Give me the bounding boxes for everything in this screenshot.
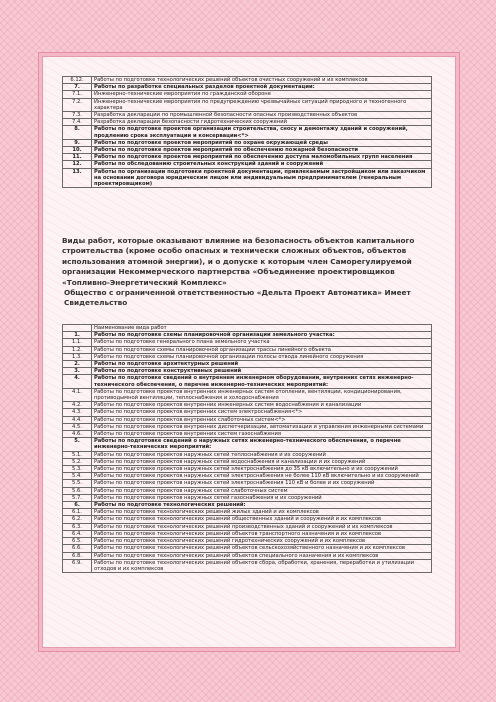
row-text: Работы по подготовке проектов наружных сетей слаботочных систем	[92, 487, 432, 494]
row-number: 2.	[63, 361, 92, 368]
row-text: Работы по подготовке технологических решений объектов сбора, обработки, хранения, переработки и утилизации отходов и их комплексов	[92, 559, 432, 572]
row-text: Работы по подготовке генерального плана земельного участка	[92, 339, 432, 346]
row-number: 5.	[63, 438, 92, 451]
table-row	[63, 139, 432, 146]
row-text: Работы по подготовке сведений о внутреннем инженерном оборудовании, внутренних сетях инженерно-технического обеспечения, о перечне инженерно-технических мероприятий:	[92, 375, 432, 388]
row-number: 4.	[63, 375, 92, 388]
row-number: 5.1.	[63, 451, 92, 458]
row-text: Работы по подготовке проектов наружных сетей электроснабжения 110 кВ и более и их сооружений	[92, 480, 432, 487]
row-number: 11.	[63, 154, 92, 161]
row-text: Работы по подготовке проектов внутренних систем электроснабжения<*>	[92, 409, 432, 416]
row-number: 9.	[63, 139, 92, 146]
row-number: 8.	[63, 126, 92, 139]
permit-paragraph	[62, 236, 432, 309]
table-row	[63, 325, 432, 332]
table-row	[63, 451, 432, 458]
table-row	[63, 368, 432, 375]
row-number: 5.4.	[63, 473, 92, 480]
table-row	[63, 545, 432, 552]
table-row	[63, 509, 432, 516]
row-text: Работы по подготовке проектов наружных сетей теплоснабжения и их сооружений	[92, 451, 432, 458]
table-row	[63, 119, 432, 126]
row-number: 5.5.	[63, 480, 92, 487]
table-row	[63, 84, 432, 91]
row-number: 4.4.	[63, 416, 92, 423]
row-number: 7.4.	[63, 119, 92, 126]
row-text: Работы по подготовке схемы планировочной организации трассы линейного объекта	[92, 346, 432, 353]
row-text: Работы по подготовке архитектурных решений	[92, 361, 432, 368]
table-row	[63, 552, 432, 559]
row-number: 12.	[63, 161, 92, 168]
row-number: 7.	[63, 84, 92, 91]
table-row	[63, 361, 432, 368]
row-text: Работы по подготовке технологических решений:	[92, 502, 432, 509]
row-number: 6.4.	[63, 530, 92, 537]
row-text: Работы по подготовке технологических решений объектов очистных сооружений и их комплексов	[92, 77, 432, 84]
row-number: 5.7.	[63, 494, 92, 501]
row-text: Инженерно-технические мероприятия по гражданской обороне	[92, 91, 432, 98]
row-number: 7.2.	[63, 98, 92, 111]
table-row	[63, 339, 432, 346]
row-text: Работы по подготовке проектов мероприятий по обеспечению пожарной безопасности	[92, 147, 432, 154]
table-row	[63, 466, 432, 473]
row-number: 10.	[63, 147, 92, 154]
row-number: 13.	[63, 168, 92, 188]
table-row	[63, 494, 432, 501]
row-text: Работы по разработке специальных разделов проектной документации:	[92, 84, 432, 91]
table-row	[63, 346, 432, 353]
row-number: 6.3.	[63, 523, 92, 530]
row-number: 7.3.	[63, 112, 92, 119]
table-row	[63, 487, 432, 494]
row-text: Работы по подготовке проектов мероприятий по обеспечению доступа маломобильных групп населения	[92, 154, 432, 161]
row-text: Работы по подготовке технологических решений объектов транспортного назначения и их комплексов	[92, 530, 432, 537]
row-number: 4.1.	[63, 388, 92, 401]
row-text: Разработка декларации безопасности гидротехнических сооружений	[92, 119, 432, 126]
row-text: Инженерно-технические мероприятия по предупреждению чрезвычайных ситуаций природного и техногенного характера	[92, 98, 432, 111]
row-number: 5.3.	[63, 466, 92, 473]
row-text: Работы по подготовке технологических решений объектов специального назначения и их комплексов	[92, 552, 432, 559]
table-row	[63, 516, 432, 523]
table-row	[63, 77, 432, 84]
row-number: 6.1.	[63, 509, 92, 516]
table-row	[63, 98, 432, 111]
table-row	[63, 523, 432, 530]
row-number: 6.6.	[63, 545, 92, 552]
row-number: 6.	[63, 502, 92, 509]
table-row	[63, 480, 432, 487]
table-row	[63, 431, 432, 438]
table-row	[63, 458, 432, 465]
row-text: Разработка декларации по промышленной безопасности опасных производственных объектов	[92, 112, 432, 119]
row-text: Работы по обследованию строительных конструкций зданий и сооружений	[92, 161, 432, 168]
row-number: 3.	[63, 368, 92, 375]
row-text: Работы по подготовке проектов наружных сетей газоснабжения и их сооружений	[92, 494, 432, 501]
row-text: Работы по подготовке проектов внутренних диспетчеризации, автоматизации и управления инженерными системами	[92, 423, 432, 430]
row-text: Работы по подготовке проектов внутренних слаботочных систем<*>	[92, 416, 432, 423]
table-row	[63, 154, 432, 161]
row-text: Работы по подготовке технологических решений общественных зданий и сооружений и их комплексов	[92, 516, 432, 523]
row-number: 4.6.	[63, 431, 92, 438]
row-text: Работы по подготовке технологических решений гидротехнических сооружений и их комплексов	[92, 538, 432, 545]
row-text: Работы по подготовке проектов внутренних инженерных систем водоснабжения и канализации	[92, 402, 432, 409]
row-text: Работы по подготовке проектов наружных сетей водоснабжения и канализации и их сооружений	[92, 458, 432, 465]
row-number: 6.12.	[63, 77, 92, 84]
row-text: Наименование вида работ	[92, 325, 432, 332]
row-text: Работы по подготовке конструктивных решений	[92, 368, 432, 375]
row-number: 1.3.	[63, 353, 92, 360]
row-number: 6.9.	[63, 559, 92, 572]
row-number: 1.	[63, 332, 92, 339]
table-row	[63, 161, 432, 168]
row-number: 6.5.	[63, 538, 92, 545]
row-number: 1.1.	[63, 339, 92, 346]
row-number: 4.3.	[63, 409, 92, 416]
row-text: Работы по подготовке схемы планировочной организации полосы отвода линейного сооружения	[92, 353, 432, 360]
table-row	[63, 91, 432, 98]
row-number: 6.2.	[63, 516, 92, 523]
table-row	[63, 147, 432, 154]
table-row	[63, 332, 432, 339]
row-text: Работы по подготовке проектов внутренних инженерных систем отопления, вентиляции, кондиционирования, противодымной вентиляции, теплоснабжения и холодоснабжения	[92, 388, 432, 401]
row-text: Работы по подготовке проектов наружных сетей электроснабжения не более 110 кВ включительно и их сооружений	[92, 473, 432, 480]
row-text: Работы по подготовке проектов внутренних систем газоснабжения	[92, 431, 432, 438]
table-row	[63, 538, 432, 545]
row-text: Работы по подготовке проектов наружных сетей электроснабжения до 35 кВ включительно и их сооружений	[92, 466, 432, 473]
row-number: 6.8.	[63, 552, 92, 559]
row-number: 1.2.	[63, 346, 92, 353]
row-number: 4.5.	[63, 423, 92, 430]
table-row	[63, 388, 432, 401]
permit-paragraph-main: Виды работ, которые оказывают влияние на безопасность объектов капитального строительства (кроме особо опасных и технически сложных объектов, объектов использования атомной энергии), и о допуске к которым член Саморегулируемой организации Некоммерческого партнерства «Объединение проектировщиков «Топливно-Энергетический Комплекс»	[62, 236, 415, 287]
table-row	[63, 530, 432, 537]
table-row	[63, 416, 432, 423]
row-number: 7.1.	[63, 91, 92, 98]
row-text: Работы по организации подготовки проектной документации, привлекаемым застройщиком или заказчиком на основании договора юридическим лицом или индивидуальным предпринимателем (генеральным проектировщиком)	[92, 168, 432, 188]
permit-paragraph-company: Общество с ограниченной ответственностью «Дельта Проект Автоматика» Имеет Свидетельство	[64, 288, 411, 308]
table-row	[63, 502, 432, 509]
row-text: Работы по подготовке сведений о наружных сетях инженерно-технического обеспечения, о перечне инженерно-технических мероприятий:	[92, 438, 432, 451]
row-number: 5.6.	[63, 487, 92, 494]
table-row	[63, 409, 432, 416]
row-number	[63, 325, 92, 332]
row-text: Работы по подготовке проектов организации строительства, сносу и демонтажу зданий и сооружений, продлению срока эксплуатации и консервации<*>	[92, 126, 432, 139]
work-types-table-top	[62, 76, 432, 188]
table-row	[63, 353, 432, 360]
table-row	[63, 168, 432, 188]
table-row	[63, 423, 432, 430]
table-row	[63, 112, 432, 119]
table-row	[63, 126, 432, 139]
row-text: Работы по подготовке технологических решений производственных зданий и сооружений и их комплексов	[92, 523, 432, 530]
row-number: 4.2.	[63, 402, 92, 409]
table-row	[63, 375, 432, 388]
work-types-table-bottom	[62, 324, 432, 573]
table-row	[63, 438, 432, 451]
row-text: Работы по подготовке технологических решений жилых зданий и их комплексов	[92, 509, 432, 516]
row-text: Работы по подготовке проектов мероприятий по охране окружающей среды	[92, 139, 432, 146]
table-row	[63, 559, 432, 572]
table-row	[63, 473, 432, 480]
row-number: 5.2.	[63, 458, 92, 465]
row-text: Работы по подготовке схемы планировочной организации земельного участка:	[92, 332, 432, 339]
row-text: Работы по подготовке технологических решений объектов сельскохозяйственного назначения и их комплексов	[92, 545, 432, 552]
table-row	[63, 402, 432, 409]
